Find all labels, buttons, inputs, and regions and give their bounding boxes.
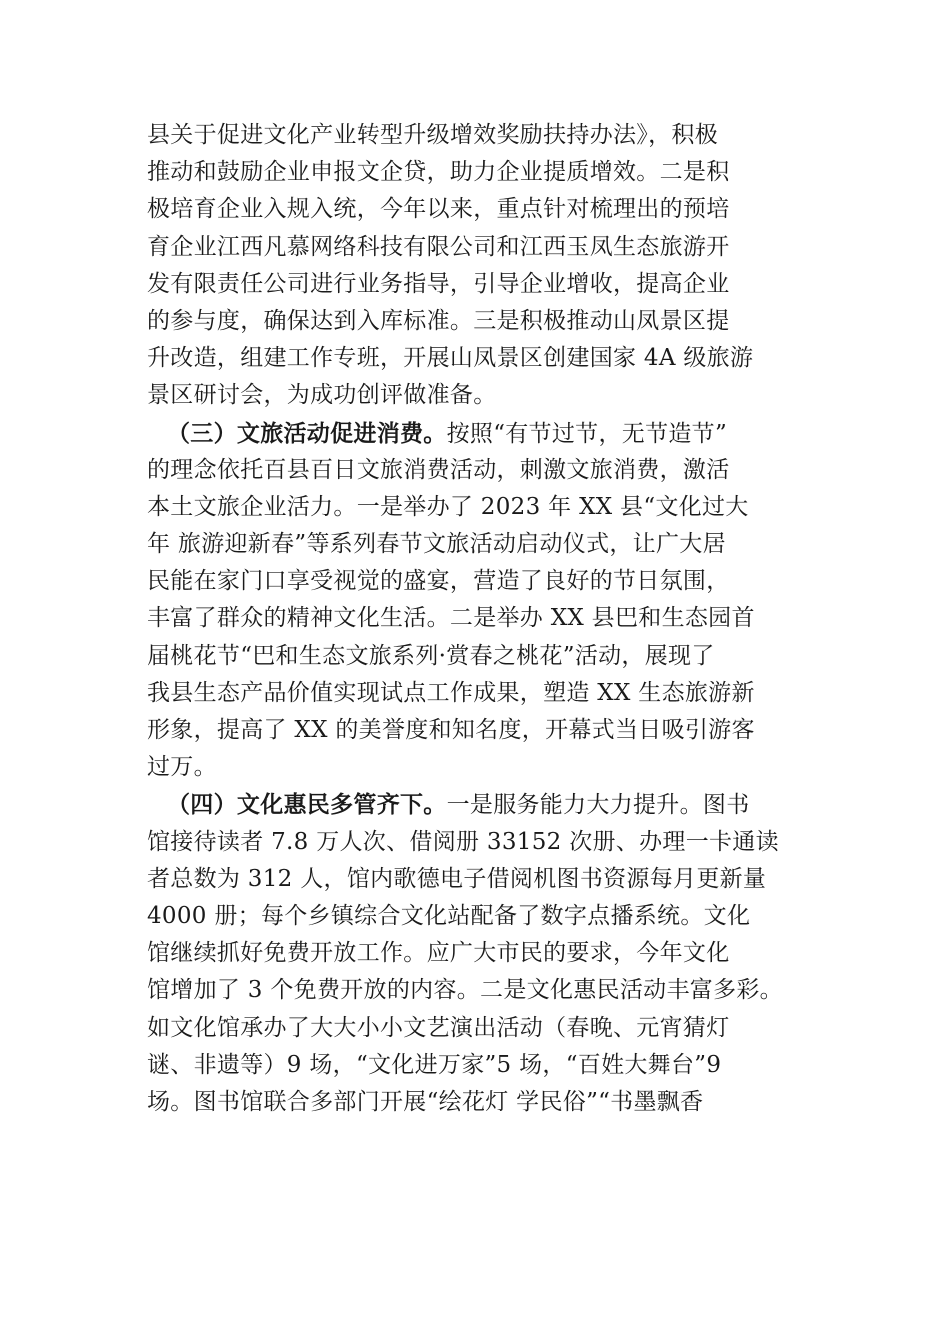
section-3-first-line-text: 按照“有节过节，无节造节” [446, 420, 728, 447]
section-3-first-line [147, 415, 817, 452]
body-line: 4000 册；每个乡镇综合文化站配备了数字点播系统。文化 [147, 902, 751, 929]
section-3-heading: （三）文旅活动促进消费。 [167, 419, 447, 447]
body-line: 如文化馆承办了大大小小文艺演出活动（春晚、元宵猜灯 [147, 1014, 730, 1041]
body-line: 形象，提高了 XX 的美誉度和知名度，开幕式当日吸引游客 [147, 717, 755, 743]
body-line: 发有限责任公司进行业务指导，引导企业增收，提高企业 [147, 270, 730, 297]
body-line: 升改造，组建工作专班，开展山凤景区创建国家 4A 级旅游 [147, 345, 754, 372]
body-line: 民能在家门口享受视觉的盛宴，营造了良好的节日氛围， [147, 568, 730, 595]
body-line: 场。图书馆联合多部门开展“绘花灯 学民俗”“书墨飘香 [147, 1088, 704, 1115]
document-body [147, 117, 817, 1121]
section-4-heading: （四）文化惠民多管齐下。 [167, 791, 447, 819]
body-line: 馆增加了 3 个免费开放的内容。二是文化惠民活动丰富多彩。 [147, 977, 783, 1004]
body-line: 年 旅游迎新春”等系列春节文旅活动启动仪式，让广大居 [147, 531, 726, 558]
body-line: 的参与度，确保达到入库标准。三是积极推动山凤景区提 [147, 307, 730, 334]
body-line: 馆继续抓好免费开放工作。应广大市民的要求，今年文化 [147, 940, 730, 967]
body-line: 的理念依托百县百日文旅消费活动，刺激文旅消费，激活 [147, 456, 730, 483]
body-line: 过万。 [147, 754, 217, 781]
body-line: 推动和鼓励企业申报文企贷，助力企业提质增效。二是积 [147, 159, 730, 186]
body-line: 馆接待读者 7.8 万人次、借阅册 33152 次册、办理一卡通读 [147, 828, 779, 855]
body-line: 者总数为 312 人，馆内歌德电子借阅机图书资源每月更新量 [147, 865, 767, 892]
section-4-first-line-text: 一是服务能力大力提升。图书 [446, 792, 750, 819]
body-line: 育企业江西凡慕网络科技有限公司和江西玉凤生态旅游开 [147, 233, 730, 260]
body-line: 县关于促进文化产业转型升级增效奖励扶持办法》，积极 [147, 122, 718, 148]
body-line: 极培育企业入规入统，今年以来，重点针对梳理出的预培 [147, 196, 730, 223]
body-line: 谜、非遗等）9 场，“文化进万家”5 场，“百姓大舞台”9 [147, 1051, 722, 1078]
body-line: 届桃花节“巴和生态文旅系列·赏春之桃花”活动，展现了 [147, 642, 715, 669]
body-line: 景区研讨会，为成功创评做准备。 [147, 382, 497, 409]
section-4-first-line [147, 786, 817, 823]
body-line: 丰富了群众的精神文化生活。二是举办 XX 县巴和生态园首 [147, 605, 755, 632]
body-line: 我县生态产品价值实现试点工作成果，塑造 XX 生态旅游新 [147, 679, 755, 706]
body-line: 本土文旅企业活力。一是举办了 2023 年 XX 县“文化过大 [147, 493, 749, 520]
